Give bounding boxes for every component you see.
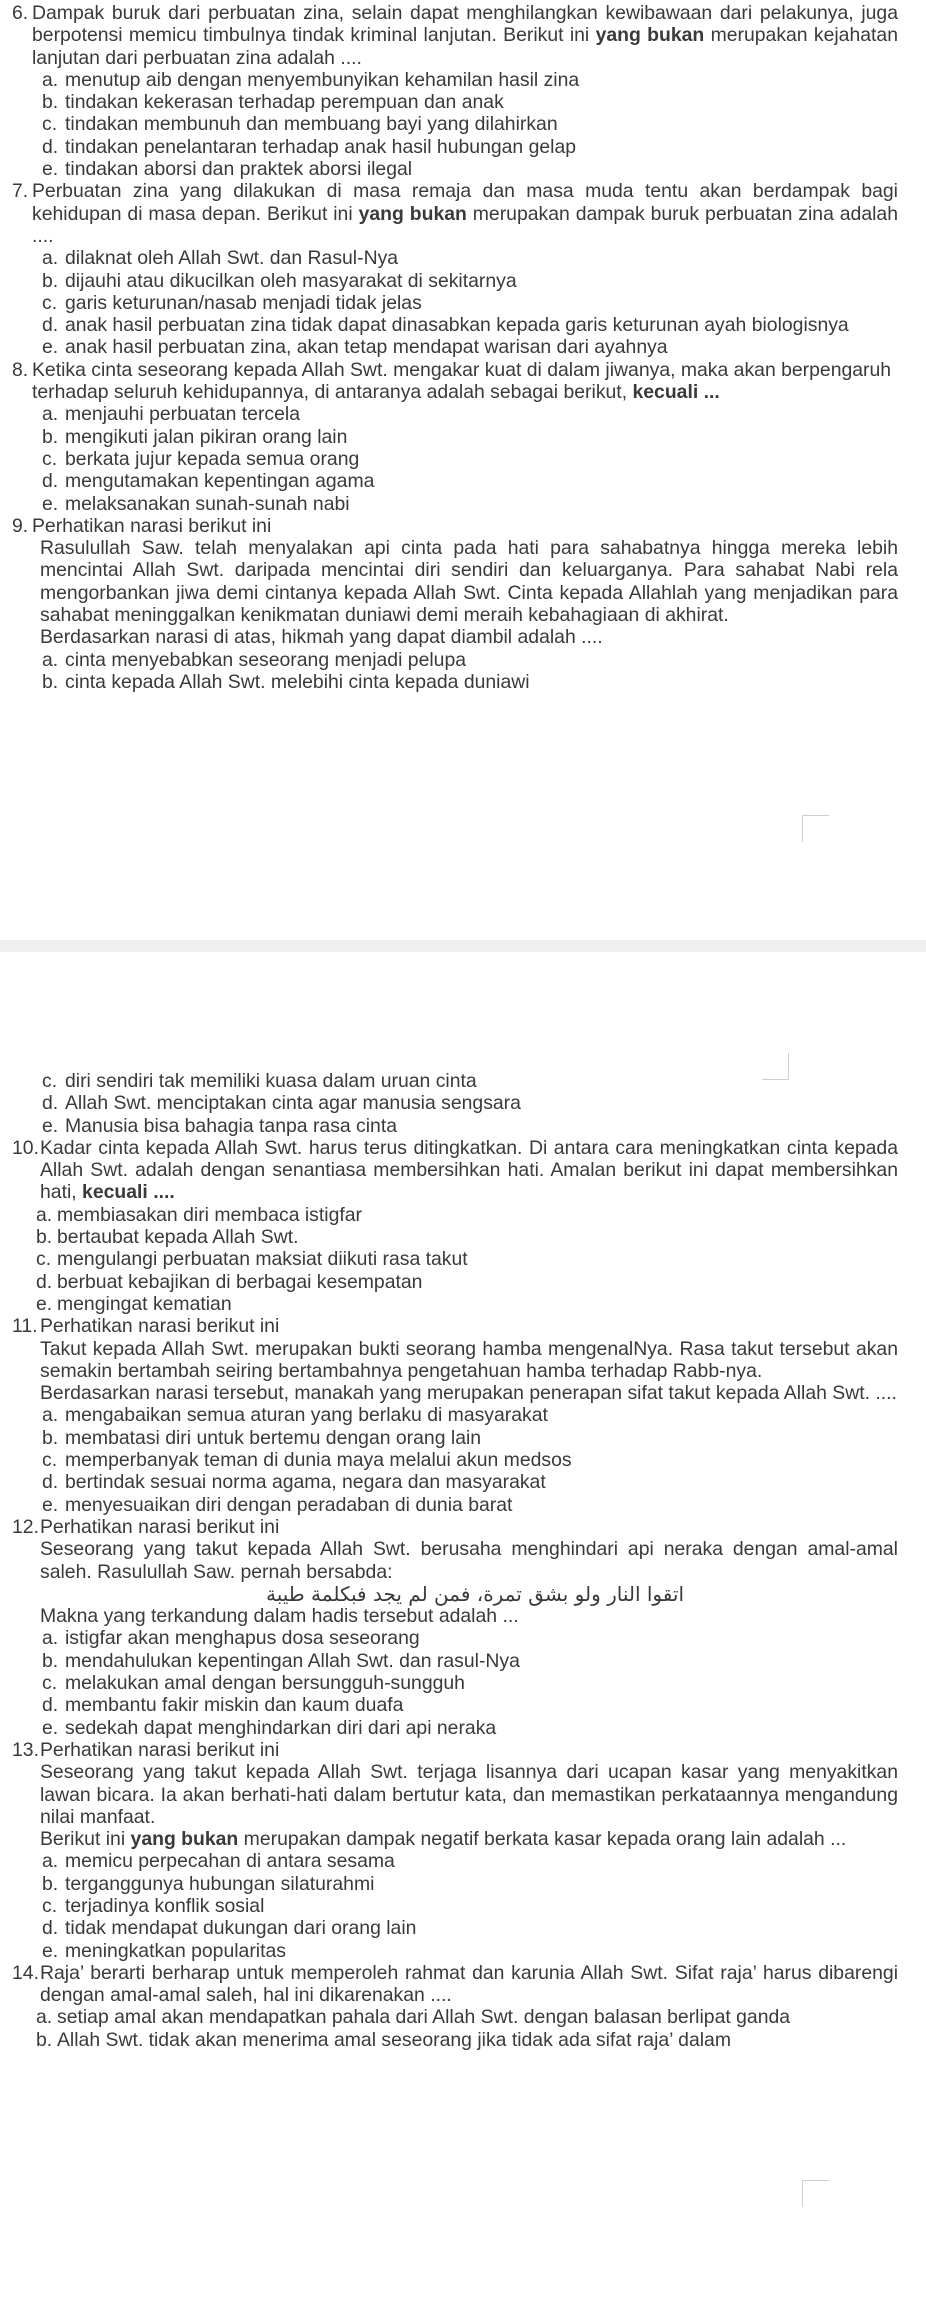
options-9-page1 (12, 649, 898, 694)
options-12 (12, 1627, 898, 1738)
option-6c[interactable]: c. tindakan membunuh dan membuang bayi yang dilahirkan (42, 113, 558, 136)
question-number: 8. (12, 358, 29, 381)
option-9a[interactable]: a. cinta menyebabkan seseorang menjadi pelupa (42, 648, 467, 671)
option-7c[interactable]: c. garis keturunan/nasab menjadi tidak jelas (42, 291, 422, 314)
option-10d[interactable]: d. berbuat kebajikan di berbagai kesempatan (36, 1270, 423, 1293)
question-text: Perbuatan zina yang dilakukan di masa remaja dan masa muda tentu akan berdampak bagi kehidupan di masa depan. Berikut ini yang bukan merupakan dampak buruk perbuatan zina adalah .... (32, 180, 898, 247)
question-10 (12, 1137, 898, 1204)
page-2-content (0, 1070, 926, 2051)
option-12c[interactable]: c. melakukan amal dengan bersungguh-sungguh (42, 1672, 465, 1695)
question-text: Kadar cinta kepada Allah Swt. harus terus ditingkatkan. Di antara cara meningkatkan cinta kepada Allah Swt. adalah dengan senantiasa membersihkan hati. Amalan berikut ini dapat membersihkan hati, kecuali .... (40, 1136, 898, 1204)
question-number: 12. (12, 1515, 39, 1538)
question-intro: Perhatikan narasi berikut ini (40, 1738, 280, 1761)
prompt-13: Berikut ini yang bukan merupakan dampak negatif berkata kasar kepada orang lain adalah ... (40, 1828, 847, 1851)
option-10e[interactable]: e. mengingat kematian (36, 1292, 232, 1315)
option-11e[interactable]: e. menyesuaikan diri dengan peradaban di dunia barat (42, 1493, 513, 1516)
option-11b[interactable]: b. membatasi diri untuk bertemu dengan orang lain (42, 1426, 482, 1449)
question-number: 13. (12, 1738, 39, 1761)
narrative-9: Rasulullah Saw. telah menyalakan api cinta pada hati para sahabatnya hingga mereka lebih mencintai Allah Swt. daripada mencintai diri sendiri dan keluarganya. Para sahabat Nabi rela mengorbankan jiwa demi cintanya kepada Allah Swt. Cinta kepada Allahlah yang menjadikan para sahabat meninggalkan kenikmatan duniawi demi meraih kebahagiaan di akhirat. (40, 537, 898, 627)
question-number: 10. (12, 1136, 39, 1159)
narrative-13: Seseorang yang takut kepada Allah Swt. terjaga lisannya dari ucapan kasar yang menyakitkan lawan bicara. Ia akan berhati-hati dalam bertutur kata, dan memastikan perkataannya mengandung nilai manfaat. (40, 1761, 898, 1828)
options-11 (12, 1404, 898, 1515)
option-8e[interactable]: e. melaksanakan sunah-sunah nabi (42, 492, 350, 515)
question-number: 9. (12, 514, 29, 537)
option-8a[interactable]: a. menjauhi perbuatan tercela (42, 403, 300, 426)
option-7a[interactable]: a. dilaknat oleh Allah Swt. dan Rasul-Nya (42, 247, 399, 270)
option-12e[interactable]: e. sedekah dapat menghindarkan diri dari api neraka (42, 1716, 497, 1739)
options-8 (12, 403, 898, 514)
option-6a[interactable]: a. menutup aib dengan menyembunyikan kehamilan hasil zina (42, 68, 580, 91)
option-13b[interactable]: b. terganggunya hubungan silaturahmi (42, 1872, 375, 1895)
page-2 (0, 952, 926, 2309)
option-13c[interactable]: c. terjadinya konflik sosial (42, 1894, 265, 1917)
option-6d[interactable]: d. tindakan penelantaran terhadap anak hasil hubungan gelap (42, 135, 577, 158)
narrative-11: Takut kepada Allah Swt. merupakan bukti seorang hamba mengenalNya. Rasa takut tersebut akan semakin bertambah seiring bertambahnya pengetahuan hamba terhadap Rabb-nya. (40, 1337, 898, 1382)
option-10a[interactable]: a. membiasakan diri membaca istigfar (36, 1203, 362, 1226)
option-9d[interactable]: d. Allah Swt. menciptakan cinta agar manusia sengsara (42, 1092, 521, 1115)
question-text: Raja’ berarti berharap untuk memperoleh rahmat dan karunia Allah Swt. Sifat raja’ harus dibarengi dengan amal-amal saleh, hal ini dikarenakan .... (40, 1961, 898, 2007)
option-8b[interactable]: b. mengikuti jalan pikiran orang lain (42, 425, 348, 448)
option-13d[interactable]: d. tidak mendapat dukungan dari orang lain (42, 1917, 417, 1940)
option-11a[interactable]: a. mengabaikan semua aturan yang berlaku di masyarakat (42, 1404, 548, 1427)
prompt-12: Makna yang terkandung dalam hadis tersebut adalah ... (40, 1605, 519, 1628)
option-13e[interactable]: e. meningkatkan popularitas (42, 1939, 286, 1962)
options-6 (12, 69, 898, 180)
option-9b[interactable]: b. cinta kepada Allah Swt. melebihi cinta kepada duniawi (42, 670, 530, 693)
option-10c[interactable]: c. mengulangi perbuatan maksiat diikuti rasa takut (36, 1248, 468, 1271)
option-9c[interactable]: c. diri sendiri tak memiliki kuasa dalam uruan cinta (42, 1070, 477, 1092)
emphasis: kecuali ... (632, 381, 720, 404)
question-6 (12, 2, 898, 69)
option-9e[interactable]: e. Manusia bisa bahagia tanpa rasa cinta (42, 1114, 398, 1137)
question-7 (12, 180, 898, 247)
question-number: 11. (12, 1315, 38, 1338)
emphasis: yang bukan (130, 1828, 239, 1851)
question-intro: Perhatikan narasi berikut ini (32, 514, 272, 537)
options-13 (12, 1850, 898, 1961)
prompt-9: Berdasarkan narasi di atas, hikmah yang dapat diambil adalah .... (40, 626, 603, 649)
option-6b[interactable]: b. tindakan kekerasan terhadap perempuan dan anak (42, 91, 504, 114)
option-12b[interactable]: b. mendahulukan kepentingan Allah Swt. dan rasul-Nya (42, 1649, 520, 1672)
crop-mark (802, 2180, 829, 2207)
option-11c[interactable]: c. memperbanyak teman di dunia maya melalui akun medsos (42, 1449, 572, 1472)
option-6e[interactable]: e. tindakan aborsi dan praktek aborsi ilegal (42, 158, 413, 181)
page-1 (0, 0, 926, 940)
question-12 (12, 1516, 898, 1538)
option-11d[interactable]: d. bertindak sesuai norma agama, negara dan masyarakat (42, 1471, 546, 1494)
option-14b[interactable]: b. Allah Swt. tidak akan menerima amal seseorang jika tidak ada sifat raja’ dalam (36, 2028, 731, 2051)
emphasis: yang bukan (595, 24, 705, 47)
arabic-hadith: اتقوا النار ولو بشق تمرة، فمن لم يجد فبكلمة طيبة (265, 1581, 685, 1606)
prompt-11: Berdasarkan narasi tersebut, manakah yang merupakan penerapan sifat takut kepada Allah Swt. .... (40, 1382, 897, 1405)
question-13 (12, 1739, 898, 1761)
option-12d[interactable]: d. membantu fakir miskin dan kaum duafa (42, 1694, 404, 1717)
emphasis: yang bukan (358, 202, 467, 225)
option-7e[interactable]: e. anak hasil perbuatan zina, akan tetap mendapat warisan dari ayahnya (42, 336, 668, 359)
page-separator (0, 940, 926, 952)
question-14 (12, 1962, 898, 2007)
option-13a[interactable]: a. memicu perpecahan di antara sesama (42, 1850, 395, 1873)
option-8c[interactable]: c. berkata jujur kepada semua orang (42, 447, 360, 470)
option-8d[interactable]: d. mengutamakan kepentingan agama (42, 470, 375, 493)
question-number: 7. (12, 180, 29, 203)
option-7b[interactable]: b. dijauhi atau dikucilkan oleh masyarakat di sekitarnya (42, 269, 517, 292)
option-14a[interactable]: a. setiap amal akan mendapatkan pahala dari Allah Swt. dengan balasan berlipat ganda (36, 2006, 791, 2029)
option-10b[interactable]: b. bertaubat kepada Allah Swt. (36, 1226, 299, 1249)
crop-mark (802, 815, 829, 842)
question-intro: Perhatikan narasi berikut ini (40, 1315, 280, 1338)
question-text: Ketika cinta seseorang kepada Allah Swt. mengakar kuat di dalam jiwanya, maka akan berpengaruh terhadap seluruh kehidupannya, di antaranya adalah sebagai berikut, kecuali ... (32, 358, 892, 404)
question-number: 6. (12, 2, 29, 24)
question-number: 14. (12, 1961, 39, 1984)
options-7 (12, 247, 898, 358)
option-12a[interactable]: a. istigfar akan menghapus dosa seseorang (42, 1627, 420, 1650)
question-11 (12, 1315, 898, 1337)
page-1-content (0, 2, 926, 693)
question-9 (12, 515, 898, 537)
emphasis: kecuali .... (82, 1181, 175, 1204)
options-9-page2 (12, 1070, 898, 1137)
narrative-12: Seseorang yang takut kepada Allah Swt. berusaha menghindari api neraka dengan amal-amal saleh. Rasulullah Saw. pernah bersabda: (40, 1538, 898, 1583)
question-8 (12, 359, 898, 404)
question-text: Dampak buruk dari perbuatan zina, selain dapat menghilangkan kewibawaan dari pelakunya, juga berpotensi memicu timbulnya tindak kriminal lanjutan. Berikut ini yang bukan merupakan kejahatan lanjutan dari perbuatan zina adalah .... (32, 2, 898, 69)
options-14 (12, 2006, 898, 2051)
option-7d[interactable]: d. anak hasil perbuatan zina tidak dapat dinasabkan kepada garis keturunan ayah biologisnya (42, 314, 849, 337)
question-intro: Perhatikan narasi berikut ini (40, 1515, 280, 1538)
options-10 (12, 1204, 898, 1315)
